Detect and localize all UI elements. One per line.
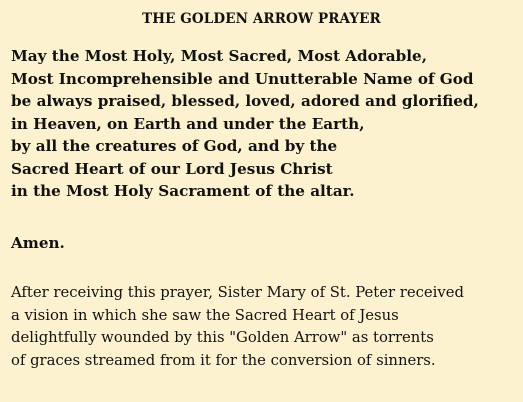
amen-text: Amen. <box>11 234 65 252</box>
page-title: THE GOLDEN ARROW PRAYER <box>142 11 381 27</box>
note-line: delightfully wounded by this "Golden Arrow" as torrents <box>11 329 434 346</box>
prayer-line: be always praised, blessed, loved, adored and glorified, <box>11 92 479 110</box>
note-line: of graces streamed from it for the conversion of sinners. <box>11 351 436 369</box>
prayer-line: May the Most Holy, Most Sacred, Most Adorable, <box>11 47 427 65</box>
prayer-line: Most Incomprehensible and Unutterable Name of God <box>11 69 474 88</box>
prayer-line: in the Most Holy Sacrament of the altar. <box>11 182 355 200</box>
explanation-paragraph <box>11 282 464 372</box>
note-line: a vision in which she saw the Sacred Heart of Jesus <box>11 306 399 324</box>
prayer-line: by all the creatures of God, and by the <box>11 137 338 155</box>
prayer-line: in Heaven, on Earth and under the Earth, <box>11 114 365 133</box>
prayer-line: Sacred Heart of our Lord Jesus Christ <box>11 159 333 178</box>
note-line: After receiving this prayer, Sister Mary of St. Peter received <box>11 284 464 301</box>
prayer-text <box>11 45 479 203</box>
